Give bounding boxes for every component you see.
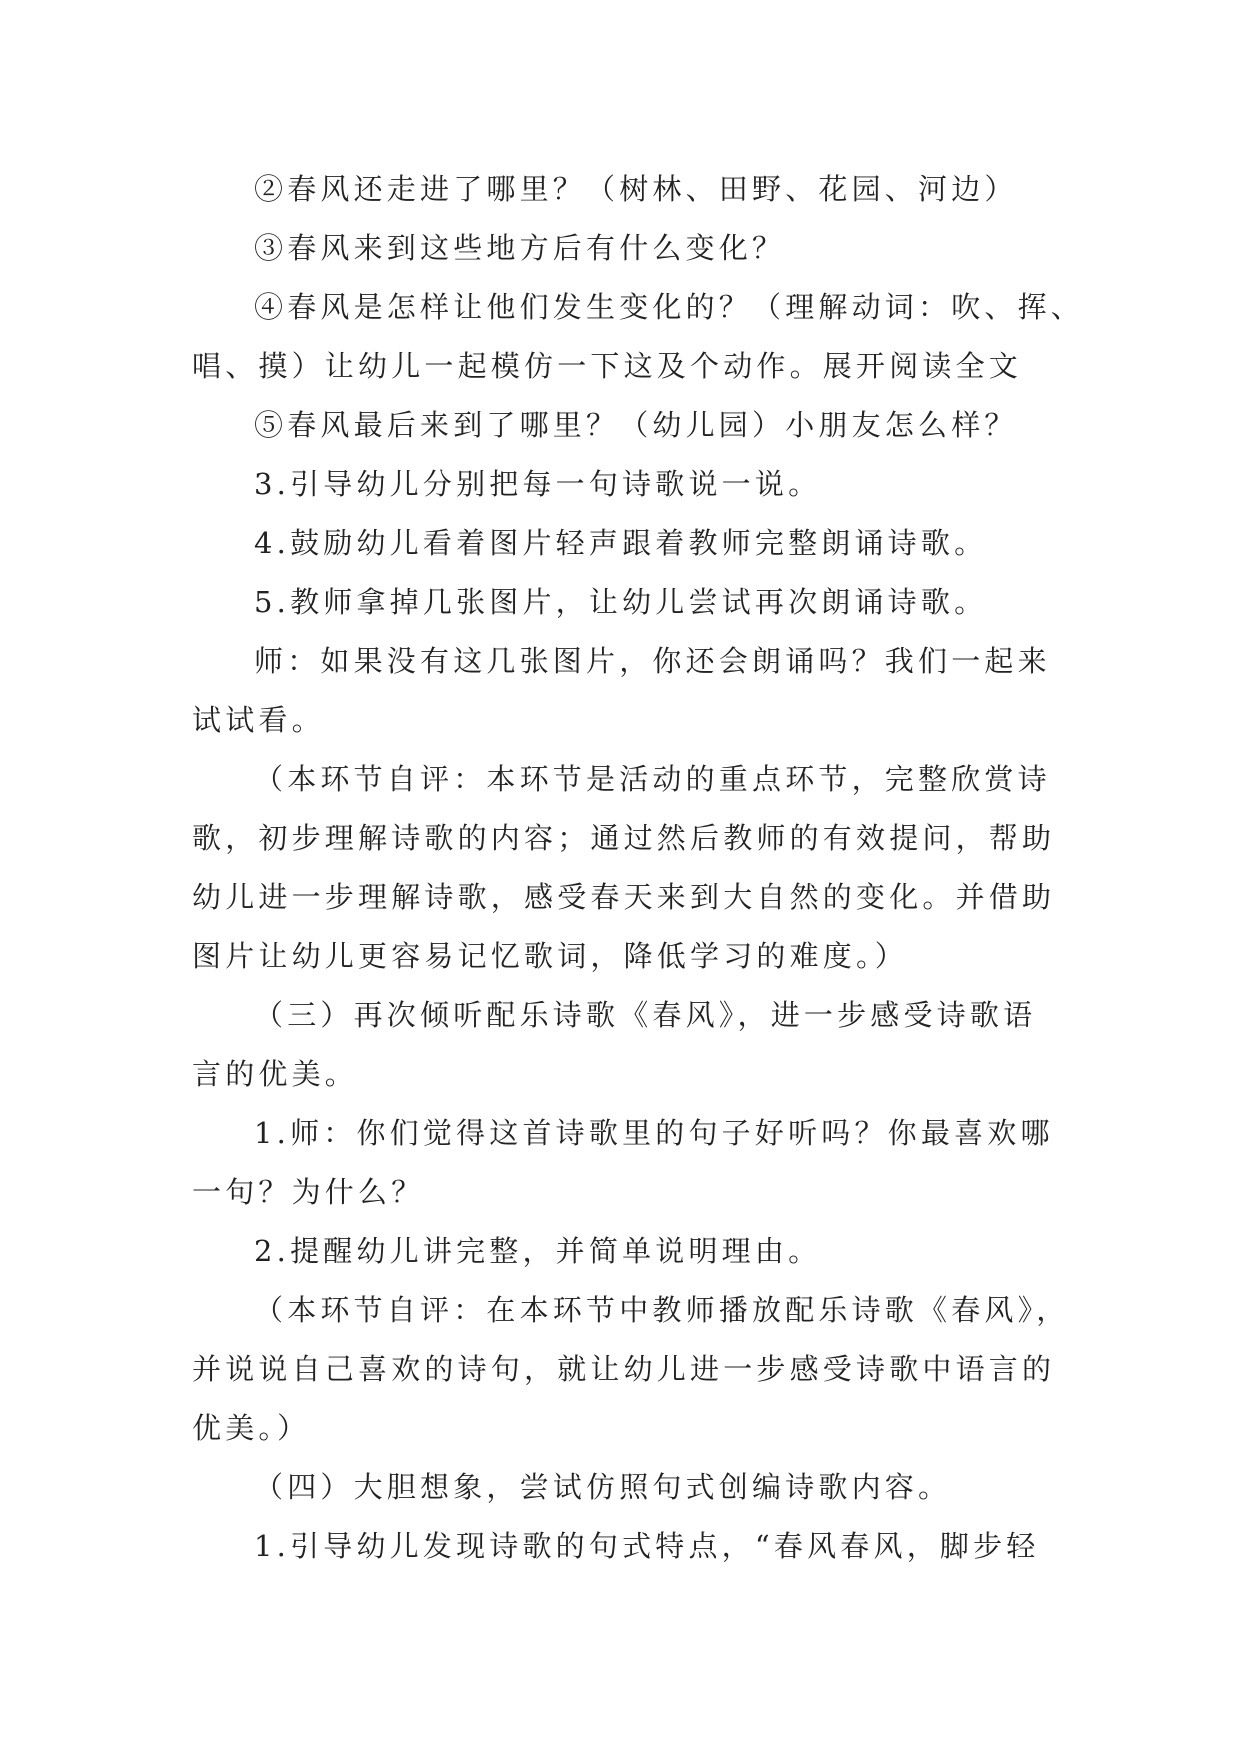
text-line: （本环节自评：在本环节中教师播放配乐诗歌《春风》，: [254, 1293, 1070, 1327]
text-line: 图片让幼儿更容易记忆歌词，降低学习的难度。）: [192, 939, 908, 973]
text-line: 5.教师拿掉几张图片，让幼儿尝试再次朗诵诗歌。: [254, 585, 988, 619]
text-line: 言的优美。: [192, 1057, 359, 1091]
text-line: （本环节自评：本环节是活动的重点环节，完整欣赏诗: [254, 762, 1051, 796]
text-line: 歌，初步理解诗歌的内容；通过然后教师的有效提问，帮助: [192, 821, 1056, 855]
text-line: 1.师：你们觉得这首诗歌里的句子好听吗？你最喜欢哪: [254, 1116, 1054, 1150]
document-body: [192, 160, 1085, 1576]
text-line: （四）大胆想象，尝试仿照句式创编诗歌内容。: [254, 1470, 952, 1504]
text-line: 1.引导幼儿发现诗歌的句式特点，“春风春风，脚步轻: [254, 1529, 1040, 1563]
text-line: ⑤春风最后来到了哪里？（幼儿园）小朋友怎么样？: [254, 408, 1018, 442]
text-line: （三）再次倾听配乐诗歌《春风》，进一步感受诗歌语: [254, 998, 1037, 1032]
text-line: 唱、摸）让幼儿一起模仿一下这及个动作。展开阅读全文: [192, 349, 1023, 383]
text-line: 师：如果没有这几张图片，你还会朗诵吗？我们一起来: [254, 644, 1051, 678]
text-line: ④春风是怎样让他们发生变化的？（理解动词：吹、挥、: [254, 290, 1085, 324]
text-line: 4.鼓励幼儿看着图片轻声跟着教师完整朗诵诗歌。: [254, 526, 988, 560]
text-line: 并说说自己喜欢的诗句，就让幼儿进一步感受诗歌中语言的: [192, 1352, 1056, 1386]
text-line: 3.引导幼儿分别把每一句诗歌说一说。: [254, 467, 822, 501]
text-line: 一句？为什么？: [192, 1175, 425, 1209]
text-line: 试试看。: [192, 703, 325, 737]
text-line: ③春风来到这些地方后有什么变化？: [254, 231, 786, 265]
text-line: ②春风还走进了哪里？（树林、田野、花园、河边）: [254, 172, 1018, 206]
text-line: 优美。）: [192, 1411, 311, 1445]
text-line: 2.提醒幼儿讲完整，并简单说明理由。: [254, 1234, 822, 1268]
text-line: 幼儿进一步理解诗歌，感受春天来到大自然的变化。并借助: [192, 880, 1056, 914]
